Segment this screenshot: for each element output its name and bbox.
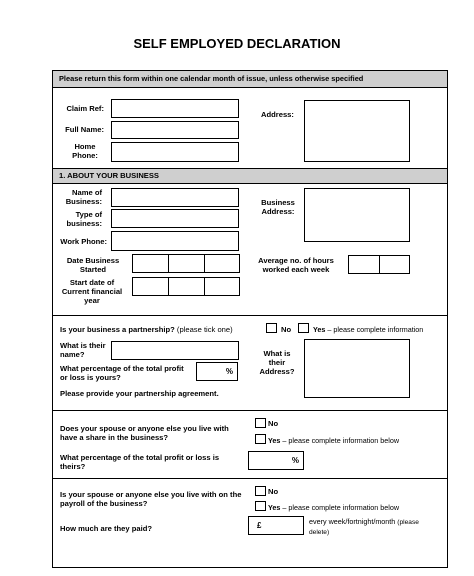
spouse-payroll-no-label: No — [268, 487, 279, 496]
partnership-no-label: No — [281, 325, 292, 334]
spouse-share-question: Does your spouse or anyone else you live with have a share in the business? — [60, 424, 229, 442]
spouse-profit-field[interactable]: % — [248, 451, 304, 470]
spouse-share-yes-text: Yes — [268, 436, 281, 445]
date-started-day-cell — [133, 255, 169, 272]
start-financial-year-field[interactable] — [132, 277, 240, 296]
avg-hours-label: Average no. of hours worked each week — [258, 256, 334, 274]
avg-hours-cell — [349, 256, 380, 273]
spouse-paid-label: How much are they paid? — [60, 524, 152, 533]
avg-hours-field[interactable] — [348, 255, 410, 274]
partnership-yes-label — [313, 325, 423, 334]
business-address-label: Business Address: — [261, 198, 295, 216]
partner-profit-label: What percentage of the total profit or loss is yours? — [60, 364, 184, 382]
date-started-label: Date Business Started — [66, 256, 120, 274]
partnership-yes-hint: – please complete information — [327, 325, 424, 334]
address-field[interactable] — [304, 100, 410, 162]
partnership-yes-text: Yes — [313, 325, 326, 334]
business-address-field[interactable] — [304, 188, 410, 242]
partnership-agreement-note: Please provide your partnership agreement. — [60, 389, 219, 398]
home-phone-field[interactable] — [111, 142, 239, 162]
work-phone-field[interactable] — [111, 231, 239, 251]
claim-ref-label: Claim Ref: — [66, 104, 104, 113]
full-name-field[interactable] — [111, 121, 239, 139]
partnership-question — [60, 325, 233, 334]
pay-frequency-hint: (please delete) — [309, 519, 419, 536]
spouse-share-no-label: No — [268, 419, 279, 428]
claim-ref-field[interactable] — [111, 99, 239, 118]
partner-profit-field[interactable]: % — [196, 362, 238, 381]
partnership-hint: (please tick one) — [176, 325, 233, 334]
financial-year-day-cell — [133, 278, 169, 295]
spouse-paid-field[interactable]: £ — [248, 516, 304, 535]
business-type-label: Type of business: — [66, 210, 102, 228]
partner-address-label: What is their Address? — [259, 349, 295, 376]
spouse-share-yes-label — [268, 436, 399, 445]
start-financial-year-label: Start date of Current financial year — [61, 278, 123, 305]
address-label: Address: — [261, 110, 294, 119]
partner-name-field[interactable] — [111, 341, 239, 360]
section-about-business-header: 1. ABOUT YOUR BUSINESS — [52, 168, 448, 184]
date-started-field[interactable] — [132, 254, 240, 273]
full-name-label: Full Name: — [65, 125, 104, 134]
page-title: SELF EMPLOYED DECLARATION — [133, 36, 341, 51]
section-divider-2 — [52, 410, 448, 411]
section-divider — [52, 315, 448, 316]
partner-address-field[interactable] — [304, 339, 410, 398]
financial-year-month-cell — [169, 278, 205, 295]
section-divider-3 — [52, 478, 448, 479]
spouse-payroll-no-checkbox[interactable] — [255, 486, 266, 496]
pay-frequency-options: every week/fortnight/month — [309, 517, 396, 526]
spouse-share-no-checkbox[interactable] — [255, 418, 266, 428]
work-phone-label: Work Phone: — [60, 237, 107, 246]
spouse-payroll-yes-hint: – please complete information below — [282, 503, 400, 512]
business-type-field[interactable] — [111, 209, 239, 228]
date-started-month-cell — [169, 255, 205, 272]
business-name-label: Name of Business: — [65, 188, 102, 206]
spouse-share-yes-hint: – please complete information below — [282, 436, 400, 445]
spouse-payroll-question: Is your spouse or anyone else you live with on the payroll of the business? — [60, 490, 242, 508]
spouse-payroll-yes-label — [268, 503, 399, 512]
partner-name-label: What is their name? — [60, 341, 106, 359]
pay-frequency-text — [309, 517, 434, 537]
partnership-no-checkbox[interactable] — [266, 323, 277, 333]
partnership-yes-checkbox[interactable] — [298, 323, 309, 333]
spouse-profit-label: What percentage of the total profit or loss is theirs? — [60, 453, 220, 471]
business-name-field[interactable] — [111, 188, 239, 207]
spouse-payroll-yes-checkbox[interactable] — [255, 501, 266, 511]
instruction-banner: Please return this form within one calendar month of issue, unless otherwise specified — [52, 70, 448, 88]
partnership-question-text: Is your business a partnership? — [60, 325, 175, 334]
spouse-payroll-yes-text: Yes — [268, 503, 281, 512]
spouse-share-yes-checkbox[interactable] — [255, 434, 266, 444]
home-phone-label: Home Phone: — [72, 142, 98, 160]
